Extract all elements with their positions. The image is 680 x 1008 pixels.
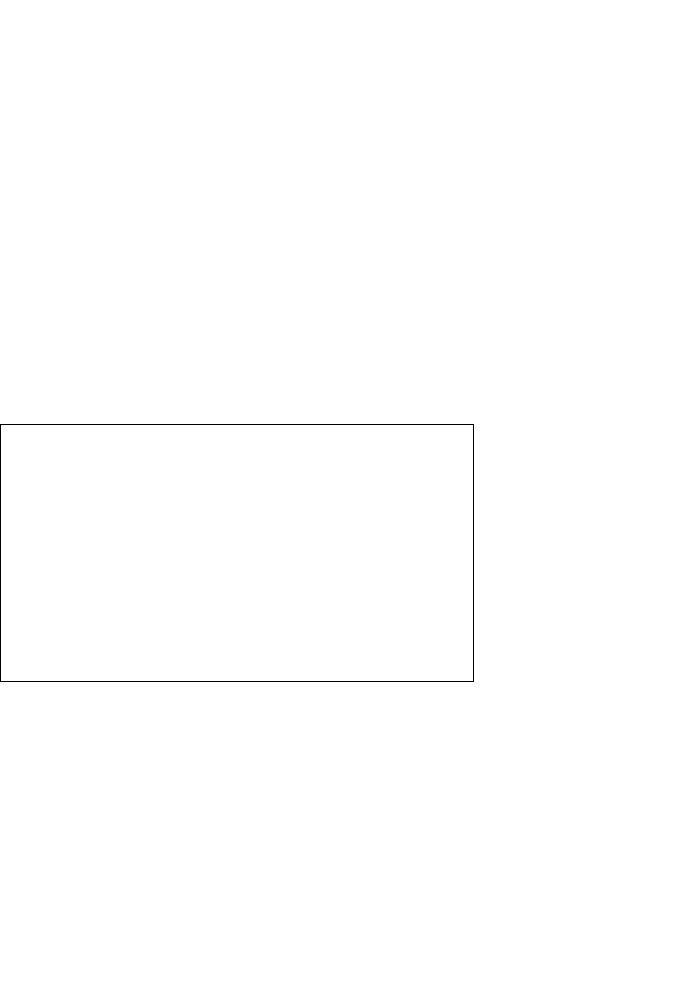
- inner-bagua-box: [0, 424, 474, 682]
